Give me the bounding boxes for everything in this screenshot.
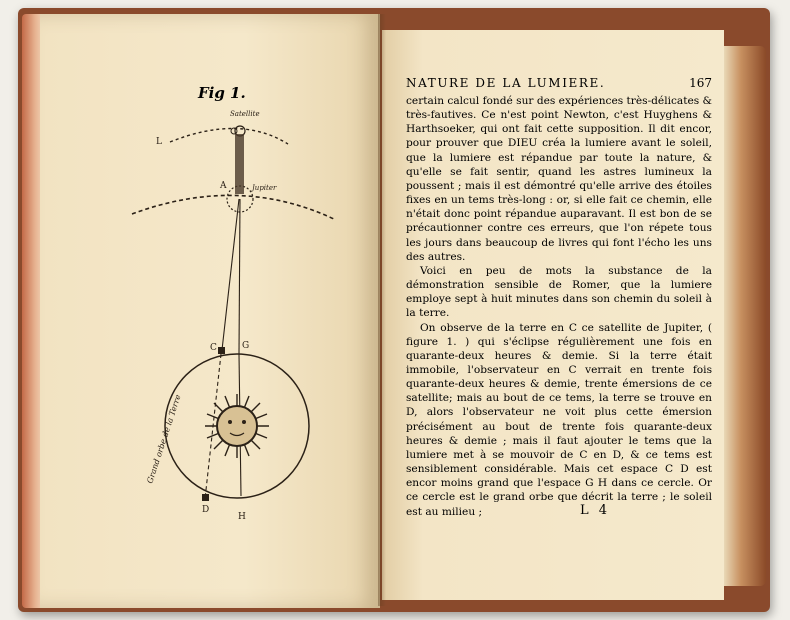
label-c: C bbox=[210, 343, 217, 353]
figure-caption: Fig 1. bbox=[198, 84, 246, 102]
paragraph-1: certain calcul fondé sur des expériences très-délicates & très-fautives. Ce n'est point Newton, c'est Huyghens & Harthsoeker, qui ont fait cette supposition. Il dit encor, pour prouver que DIEU créa la lumiere avant le soleil, que la lumiere est répandue par toute la nature, & qu'elle se fait sentir, quand les astres lumineux la poussent ; mais il est démontré qu'elle arrive des étoiles fixes en un tems très-long : or, si elle fait ce chemin, elle n'était donc point répandue auparavant. Il est bon de se précautionner contre ces erreurs, que l'on répete tous les jours dans beaucoup de livres qui font l'écho les uns des autres. bbox=[406, 95, 712, 263]
paragraph-3: On observe de la terre en C ce satellite de Jupiter, ( figure 1. ) qui s'éclipse régulièrement une fois en quarante-deux heures & demie. Si la terre était immobile, l'observateur en C verrait en trente fois quarante-deux heures & demie, trente émersions de ce satellite; mais au bout de ce tems, la terre se trouve en D, alors l'observateur ne voit plus cette émersion précisément au bout de trente fois quarante-deux heures & demie ; mais il faut ajouter le tems que la lumiere met à se mouvoir de C en D, & ce tems est sensiblement considérable. Mais cet espace C D est encor moins grand que l'espace G H dans ce cercle. Or ce cercle est le grand orbe que décrit la terre ; le soleil est au milieu ; bbox=[406, 321, 712, 518]
label-l: L bbox=[156, 137, 162, 147]
earth-at-c bbox=[218, 347, 225, 354]
earth-at-d bbox=[202, 494, 209, 501]
jupiter-orbit-arc bbox=[132, 195, 336, 220]
signature-mark: L 4 bbox=[580, 503, 611, 518]
label-earth-orbit: Grand orbe de la Terre bbox=[145, 393, 183, 485]
label-jupiter: Jupiter bbox=[252, 184, 277, 192]
label-satellite: Satellite bbox=[230, 110, 260, 118]
label-h: H bbox=[238, 512, 246, 522]
paragraph-2: Voici en peu de mots la substance de la démonstration sensible de Romer, que la lumiere employe sept à huit minutes dans son chemin du soleil à la terre. bbox=[406, 264, 712, 320]
line-a-c bbox=[222, 199, 239, 350]
jupiter-satellite-diagram bbox=[40, 14, 380, 608]
sun-icon bbox=[205, 394, 269, 458]
running-head-title: NATURE DE LA LUMIERE. bbox=[406, 76, 606, 90]
body-text bbox=[406, 94, 712, 519]
running-head bbox=[406, 76, 712, 90]
label-d: D bbox=[202, 505, 210, 515]
page-number: 167 bbox=[689, 76, 712, 90]
shadow-column bbox=[235, 134, 244, 194]
label-a: A bbox=[220, 181, 227, 191]
right-page-edges bbox=[724, 46, 766, 586]
line-a-g bbox=[239, 199, 240, 354]
label-g: G bbox=[242, 341, 250, 351]
satellite-orbit-arc bbox=[170, 128, 288, 144]
